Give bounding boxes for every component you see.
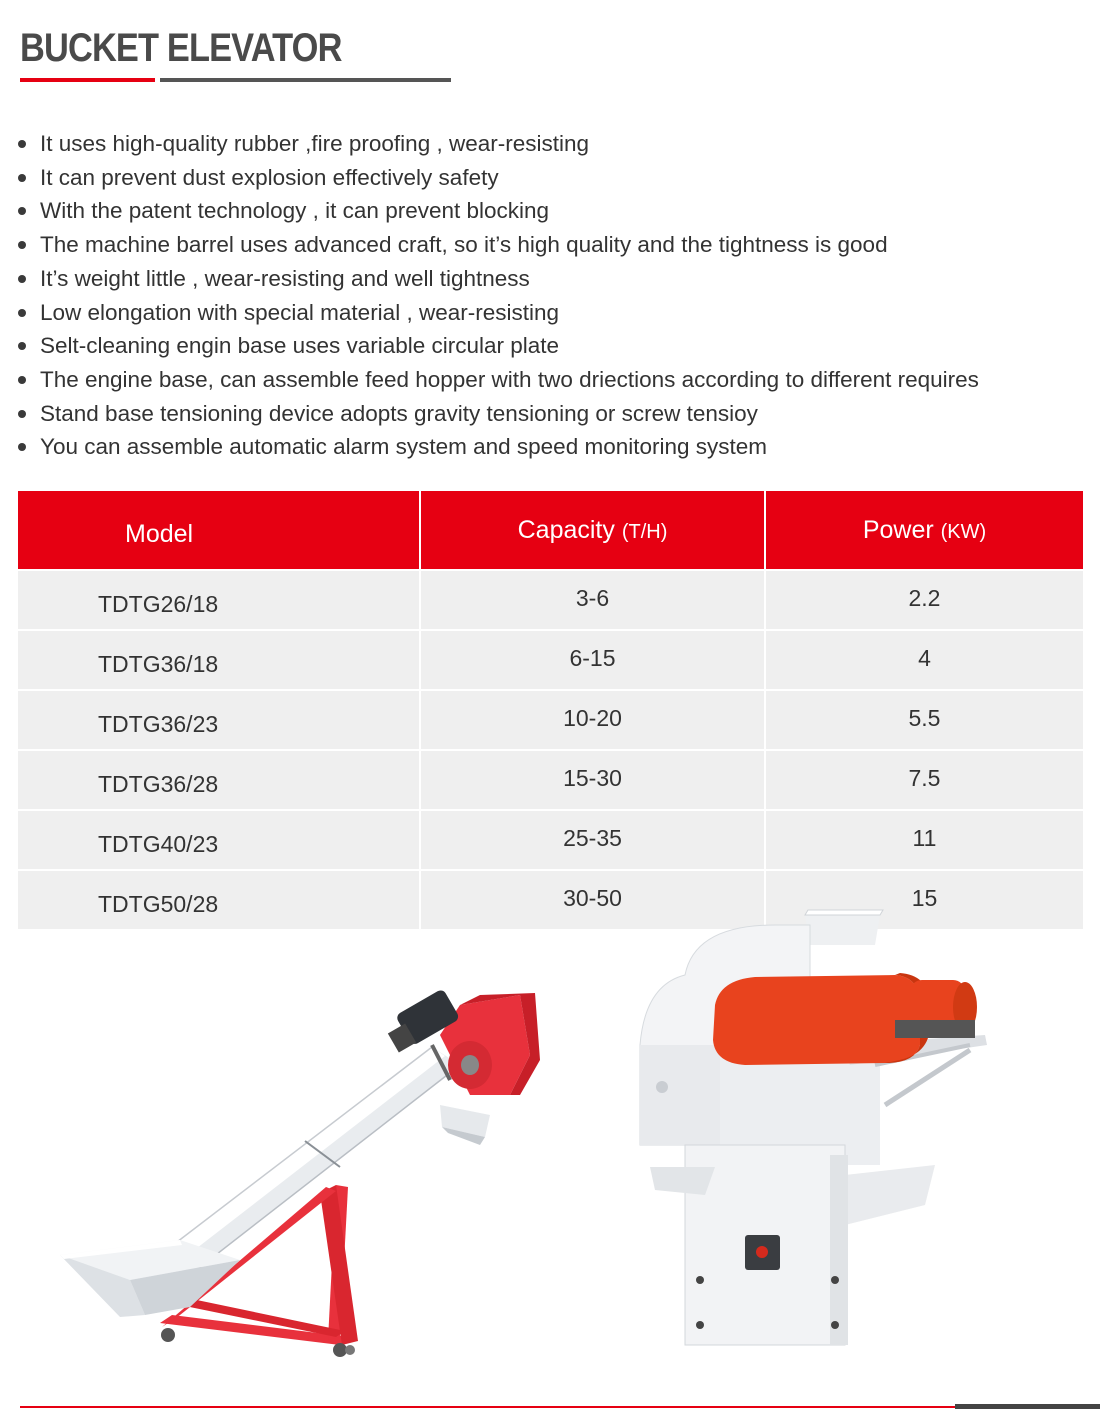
cell-capacity: 6-15: [420, 630, 765, 690]
cell-model: TDTG26/18: [18, 570, 420, 630]
spec-table: [18, 491, 1083, 929]
bullet-icon: [18, 309, 26, 317]
top-inlet: [805, 910, 883, 945]
bullet-icon: [18, 443, 26, 451]
feature-item: With the patent technology , it can prevent blocking: [18, 194, 979, 228]
cell-model: TDTG36/23: [18, 690, 420, 750]
bullet-icon: [18, 410, 26, 418]
bucket-elevator-photo: [625, 905, 1000, 1355]
bullet-icon: [18, 140, 26, 148]
conveyor-tube: [160, 1047, 460, 1275]
cell-model: TDTG40/23: [18, 810, 420, 870]
cell-model: TDTG36/18: [18, 630, 420, 690]
bullet-icon: [18, 241, 26, 249]
header-model: Model: [18, 491, 420, 570]
bullet-icon: [18, 376, 26, 384]
feature-list: [18, 127, 979, 464]
table-header-row: [18, 491, 1083, 570]
bullet-icon: [18, 207, 26, 215]
cell-capacity: 10-20: [420, 690, 765, 750]
feature-item: Stand base tensioning device adopts gravity tensioning or screw tensioy: [18, 397, 979, 431]
discharge-spout: [440, 1105, 490, 1145]
bullet-icon: [18, 342, 26, 350]
cell-power: 11: [765, 810, 1083, 870]
header-capacity: Capacity (T/H): [420, 491, 765, 570]
table-row: [18, 570, 1083, 630]
cell-capacity: 15-30: [420, 750, 765, 810]
screw-conveyor-photo: [40, 955, 570, 1375]
feature-item: Low elongation with special material , wear-resisting: [18, 296, 979, 330]
feature-item: You can assemble automatic alarm system and speed monitoring system: [18, 430, 979, 464]
cell-model: TDTG36/28: [18, 750, 420, 810]
feature-item: It can prevent dust explosion effectively safety: [18, 161, 979, 195]
cell-power: 5.5: [765, 690, 1083, 750]
footer-rule: [955, 1404, 1100, 1409]
elevator-body: [650, 1145, 935, 1345]
header-power: Power (KW): [765, 491, 1083, 570]
bullet-icon: [18, 174, 26, 182]
feature-item: It’s weight little , wear-resisting and well tightness: [18, 262, 979, 296]
feature-item: It uses high-quality rubber ,fire proofing , wear-resisting: [18, 127, 979, 161]
cell-capacity: 30-50: [420, 870, 765, 929]
page-title: BUCKET ELEVATOR: [20, 26, 342, 70]
feature-item: Selt-cleaning engin base uses variable circular plate: [18, 329, 979, 363]
cell-model: TDTG50/28: [18, 870, 420, 929]
cell-capacity: 3-6: [420, 570, 765, 630]
cell-power: 7.5: [765, 750, 1083, 810]
table-row: [18, 690, 1083, 750]
cell-power: 2.2: [765, 570, 1083, 630]
feature-item: The engine base, can assemble feed hopper with two driections according to different requires: [18, 363, 979, 397]
table-row: [18, 630, 1083, 690]
table-row: [18, 810, 1083, 870]
cell-power: 15: [765, 870, 1083, 929]
bullet-icon: [18, 275, 26, 283]
cell-capacity: 25-35: [420, 810, 765, 870]
feature-item: The machine barrel uses advanced craft, so it’s high quality and the tightness is good: [18, 228, 979, 262]
belt-guard: [440, 993, 540, 1095]
table-row: [18, 750, 1083, 810]
title-underline-accent: [20, 78, 155, 82]
cell-power: 4: [765, 630, 1083, 690]
title-underline: [160, 78, 451, 82]
footer-rule-accent: [20, 1406, 955, 1408]
belt-guard: [713, 973, 930, 1065]
